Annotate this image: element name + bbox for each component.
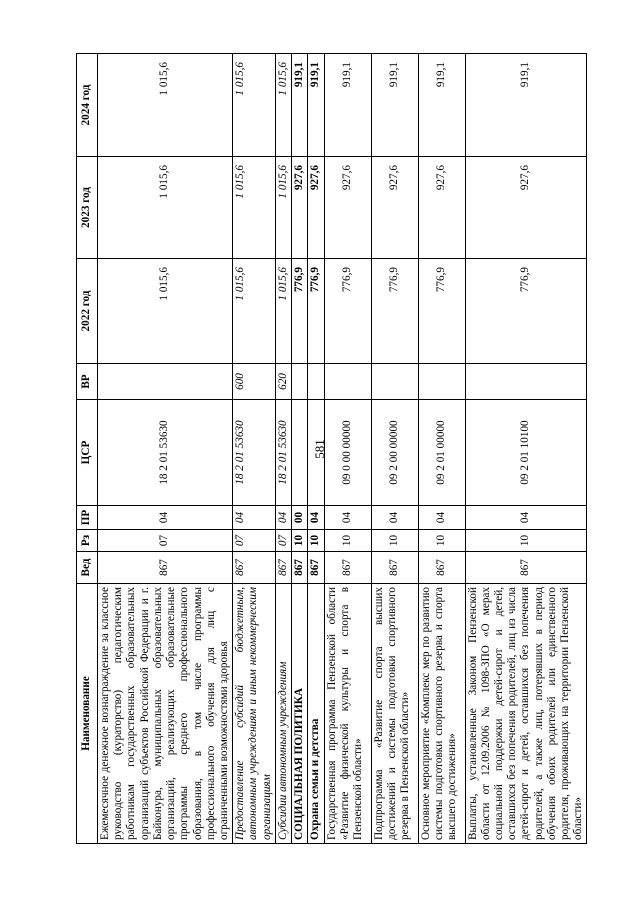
- cell-pr: 04: [275, 506, 291, 530]
- cell-rz: 10: [465, 530, 587, 552]
- cell-ved: 867: [465, 552, 587, 584]
- table-row: [308, 54, 324, 844]
- cell-csr: 09 2 01 00000: [418, 400, 465, 506]
- cell-vr: [292, 364, 308, 400]
- cell-2022: 776,9: [308, 259, 324, 364]
- cell-csr: 18 2 01 53630: [275, 400, 291, 506]
- budget-table: [76, 53, 587, 844]
- cell-rz: 10: [308, 530, 324, 552]
- cell-2022: 776,9: [324, 259, 371, 364]
- cell-2022: 776,9: [465, 259, 587, 364]
- header-2022: 2022 год: [77, 259, 98, 364]
- cell-csr: 09 2 00 00000: [371, 400, 418, 506]
- cell-2022: 1 015,6: [233, 259, 276, 364]
- cell-2024: 919,1: [418, 54, 465, 157]
- cell-2023: 1 015,6: [275, 157, 291, 259]
- header-vr: ВР: [77, 364, 98, 400]
- cell-csr: [292, 400, 308, 506]
- cell-name: Ежемесячное денежное вознаграждение за классное руководство (кураторство) педагогическим работникам государственных образовательных организаций субъектов Российской Федерации и г. Байконура, муниципальных образовательных организаций, реализующих образовательные программы среднего профессионального образования, в том числе программы профессионального обучения для лиц с ограниченными возможностями здоровья: [98, 584, 233, 844]
- cell-rz: 10: [418, 530, 465, 552]
- cell-2024: 919,1: [324, 54, 371, 157]
- cell-2023: 927,6: [418, 157, 465, 259]
- cell-pr: 04: [308, 506, 324, 530]
- cell-pr: 04: [418, 506, 465, 530]
- cell-vr: [465, 364, 587, 400]
- cell-2022: 1 015,6: [98, 259, 233, 364]
- cell-name: Подпрограмма «Развитие спорта высших достижений и системы подготовки спортивного резерва в Пензенской области»: [371, 584, 418, 844]
- cell-name: Выплаты, установленные Законом Пензенской области от 12.09.2006 № 1098-ЗПО «О мерах социальной поддержки детей-сирот и детей, оставшихся без попечения родителей, лиц из числа детей-сирот и детей, оставшихся без попечения родителей, а также лиц, потерявших в период обучения обоих родителей или единственного родителя, проживающих на территории Пензенской области»: [465, 584, 587, 844]
- cell-name: СОЦИАЛЬНАЯ ПОЛИТИКА: [292, 584, 308, 844]
- cell-pr: 04: [233, 506, 276, 530]
- cell-name: Охрана семьи и детства: [308, 584, 324, 844]
- cell-rz: 10: [324, 530, 371, 552]
- cell-vr: [308, 364, 324, 400]
- cell-2024: 1 015,6: [98, 54, 233, 157]
- table-row: [233, 54, 276, 844]
- cell-ved: 867: [233, 552, 276, 584]
- cell-ved: 867: [324, 552, 371, 584]
- cell-2023: 927,6: [371, 157, 418, 259]
- cell-2024: 919,1: [371, 54, 418, 157]
- cell-rz: 10: [371, 530, 418, 552]
- cell-vr: [98, 364, 233, 400]
- cell-2023: 927,6: [308, 157, 324, 259]
- table-row: [465, 54, 587, 844]
- cell-ved: 867: [371, 552, 418, 584]
- page-number-text: 581: [312, 439, 327, 459]
- cell-2022: 776,9: [418, 259, 465, 364]
- cell-2022: 776,9: [292, 259, 308, 364]
- cell-ved: 867: [98, 552, 233, 584]
- cell-vr: 600: [233, 364, 276, 400]
- cell-2023: 1 015,6: [233, 157, 276, 259]
- cell-csr: [308, 400, 324, 506]
- table-row: [371, 54, 418, 844]
- rotated-page: [76, 54, 585, 844]
- cell-csr: 18 2 01 53630: [98, 400, 233, 506]
- cell-rz: 07: [233, 530, 276, 552]
- header-pr: ПР: [77, 506, 98, 530]
- cell-2022: 1 015,6: [275, 259, 291, 364]
- cell-2023: 927,6: [465, 157, 587, 259]
- table-row: [98, 54, 233, 844]
- cell-vr: 620: [275, 364, 291, 400]
- header-rz: Рз: [77, 530, 98, 552]
- cell-vr: [324, 364, 371, 400]
- cell-rz: 07: [275, 530, 291, 552]
- header-2023: 2023 год: [77, 157, 98, 259]
- cell-name: Субсидии автономным учреждениям: [275, 584, 291, 844]
- cell-rz: 07: [98, 530, 233, 552]
- cell-ved: 867: [275, 552, 291, 584]
- cell-2024: 919,1: [465, 54, 587, 157]
- table-row: [275, 54, 291, 844]
- cell-pr: 00: [292, 506, 308, 530]
- cell-ved: 867: [418, 552, 465, 584]
- header-2024: 2024 год: [77, 54, 98, 157]
- cell-ved: 867: [292, 552, 308, 584]
- header-name: Наименование: [77, 584, 98, 844]
- cell-vr: [371, 364, 418, 400]
- cell-ved: 867: [308, 552, 324, 584]
- cell-pr: 04: [324, 506, 371, 530]
- table-header-row: [77, 54, 98, 844]
- cell-csr: 09 0 00 00000: [324, 400, 371, 506]
- cell-csr: 09 2 01 10100: [465, 400, 587, 506]
- cell-rz: 10: [292, 530, 308, 552]
- header-ved: Вед: [77, 552, 98, 584]
- cell-2023: 1 015,6: [98, 157, 233, 259]
- cell-2024: 1 015,6: [233, 54, 276, 157]
- cell-2022: 776,9: [371, 259, 418, 364]
- cell-2023: 927,6: [324, 157, 371, 259]
- cell-pr: 04: [465, 506, 587, 530]
- cell-2024: 1 015,6: [275, 54, 291, 157]
- cell-name: Основное мероприятие «Комплекс мер по развитию системы подготовки спортивного резерва и спорта высшего достижения»: [418, 584, 465, 844]
- cell-2023: 927,6: [292, 157, 308, 259]
- cell-2024: 919,1: [308, 54, 324, 157]
- cell-csr: 18 2 01 53630: [233, 400, 276, 506]
- table-row: [324, 54, 371, 844]
- cell-vr: [418, 364, 465, 400]
- table-row: [418, 54, 465, 844]
- header-csr: ЦСР: [77, 400, 98, 506]
- cell-pr: 04: [371, 506, 418, 530]
- cell-name: Государственная программа Пензенской области «Развитие физической культуры и спорта в Пензенской области»: [324, 584, 371, 844]
- cell-name: Предоставление субсидий бюджетным, автономным учреждениям и иным некоммерческим организациям: [233, 584, 276, 844]
- table-row: [292, 54, 308, 844]
- cell-pr: 04: [98, 506, 233, 530]
- cell-2024: 919,1: [292, 54, 308, 157]
